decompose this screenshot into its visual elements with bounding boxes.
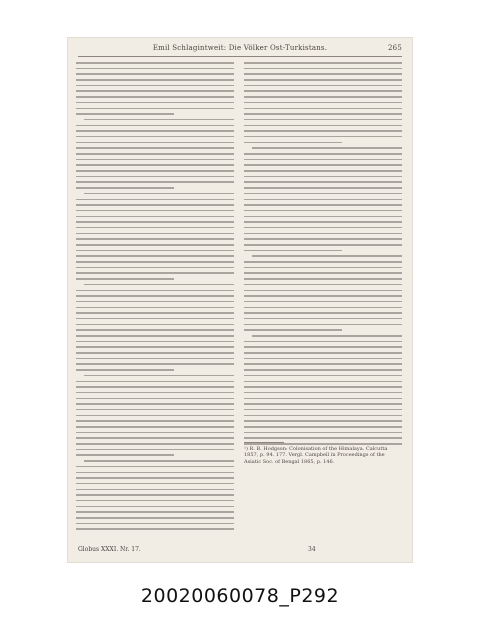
text-line-placeholder xyxy=(244,170,402,172)
text-line-placeholder xyxy=(244,290,402,292)
text-line-placeholder xyxy=(76,278,174,280)
text-line-placeholder xyxy=(76,381,234,383)
text-line-placeholder xyxy=(244,244,402,246)
text-line-placeholder xyxy=(76,130,234,132)
text-line-placeholder xyxy=(76,216,234,218)
text-line-placeholder xyxy=(244,284,402,286)
text-line-placeholder xyxy=(76,204,234,206)
text-line-placeholder xyxy=(252,335,402,337)
text-line-placeholder xyxy=(76,483,234,485)
text-line-placeholder xyxy=(76,329,234,331)
text-line-placeholder xyxy=(76,312,234,314)
text-line-placeholder xyxy=(76,250,234,252)
text-line-placeholder xyxy=(244,318,402,320)
text-line-placeholder xyxy=(244,119,402,121)
text-line-placeholder xyxy=(244,267,402,269)
text-line-placeholder xyxy=(76,489,234,491)
text-line-placeholder xyxy=(76,426,234,428)
text-line-placeholder xyxy=(244,68,402,70)
text-line-placeholder xyxy=(76,79,234,81)
text-line-placeholder xyxy=(244,113,402,115)
text-line-placeholder xyxy=(244,329,342,331)
text-line-placeholder xyxy=(76,176,234,178)
text-line-placeholder xyxy=(76,454,174,456)
text-line-placeholder xyxy=(76,301,234,303)
text-line-placeholder xyxy=(76,153,234,155)
text-line-placeholder xyxy=(244,238,402,240)
text-line-placeholder xyxy=(76,272,234,274)
text-line-placeholder xyxy=(76,295,234,297)
text-line-placeholder xyxy=(244,295,402,297)
text-line-placeholder xyxy=(244,125,402,127)
page-number: 265 xyxy=(388,44,402,52)
text-line-placeholder xyxy=(76,409,234,411)
text-line-placeholder xyxy=(244,381,402,383)
text-line-placeholder xyxy=(76,420,234,422)
text-line-placeholder xyxy=(76,62,234,64)
text-line-placeholder xyxy=(244,159,402,161)
text-line-placeholder xyxy=(76,511,234,513)
text-line-placeholder xyxy=(76,318,234,320)
text-line-placeholder xyxy=(244,386,402,388)
text-line-placeholder xyxy=(76,164,234,166)
text-line-placeholder xyxy=(244,312,402,314)
text-line-placeholder xyxy=(244,437,402,439)
archive-id: 20020060078_P292 xyxy=(140,585,340,607)
text-line-placeholder xyxy=(84,193,234,195)
text-line-placeholder xyxy=(76,187,174,189)
text-line-placeholder xyxy=(244,221,402,223)
text-line-placeholder xyxy=(76,68,234,70)
text-line-placeholder xyxy=(244,153,402,155)
text-line-placeholder xyxy=(76,352,234,354)
text-line-placeholder xyxy=(76,221,234,223)
text-line-placeholder xyxy=(76,472,234,474)
running-title: Emil Schlagintweit: Die Völker Ost-Turkistans. xyxy=(152,44,328,52)
text-line-placeholder xyxy=(76,500,234,502)
text-line-placeholder xyxy=(76,369,174,371)
text-line-placeholder xyxy=(244,398,402,400)
text-line-placeholder xyxy=(76,73,234,75)
text-line-placeholder xyxy=(76,85,234,87)
text-line-placeholder xyxy=(76,290,234,292)
text-line-placeholder xyxy=(244,426,402,428)
text-line-placeholder xyxy=(76,346,234,348)
text-line-placeholder xyxy=(244,187,402,189)
text-line-placeholder xyxy=(244,341,402,343)
text-line-placeholder xyxy=(76,528,234,530)
text-line-placeholder xyxy=(244,346,402,348)
text-line-placeholder xyxy=(244,210,402,212)
text-line-placeholder xyxy=(76,147,234,149)
text-line-placeholder xyxy=(76,341,234,343)
text-line-placeholder xyxy=(244,227,402,229)
text-line-placeholder xyxy=(244,352,402,354)
text-line-placeholder xyxy=(76,466,234,468)
text-line-placeholder xyxy=(76,181,234,183)
text-line-placeholder xyxy=(76,432,234,434)
text-line-placeholder xyxy=(84,119,234,121)
text-line-placeholder xyxy=(76,324,234,326)
signature-line: Globus XXXI. Nr. 17. xyxy=(78,546,141,553)
text-line-placeholder xyxy=(244,130,402,132)
text-line-placeholder xyxy=(244,79,402,81)
text-line-placeholder xyxy=(76,255,234,257)
text-line-placeholder xyxy=(76,261,234,263)
text-line-placeholder xyxy=(244,73,402,75)
text-line-placeholder xyxy=(76,125,234,127)
text-line-placeholder xyxy=(244,193,402,195)
text-line-placeholder xyxy=(76,415,234,417)
document-page xyxy=(68,38,412,562)
text-line-placeholder xyxy=(244,307,402,309)
text-line-placeholder xyxy=(244,301,402,303)
text-line-placeholder xyxy=(244,363,402,365)
text-line-placeholder xyxy=(244,164,402,166)
text-line-placeholder xyxy=(76,233,234,235)
text-line-placeholder xyxy=(76,102,234,104)
text-line-placeholder xyxy=(76,96,234,98)
text-line-placeholder xyxy=(244,250,342,252)
text-line-placeholder xyxy=(76,403,234,405)
header-rule xyxy=(78,56,402,57)
page-header xyxy=(78,44,402,56)
text-line-placeholder xyxy=(252,147,402,149)
text-line-placeholder xyxy=(244,233,402,235)
text-line-placeholder xyxy=(244,278,402,280)
sheet-number: 34 xyxy=(308,546,316,553)
text-line-placeholder xyxy=(76,238,234,240)
text-line-placeholder xyxy=(76,477,234,479)
text-line-placeholder xyxy=(76,443,234,445)
text-column-left xyxy=(76,62,234,540)
text-line-placeholder xyxy=(244,420,402,422)
text-line-placeholder xyxy=(252,255,402,257)
text-line-placeholder xyxy=(76,199,234,201)
text-line-placeholder xyxy=(76,142,234,144)
text-line-placeholder xyxy=(244,409,402,411)
text-line-placeholder xyxy=(244,369,402,371)
text-line-placeholder xyxy=(76,494,234,496)
text-line-placeholder xyxy=(76,363,234,365)
text-line-placeholder xyxy=(76,227,234,229)
text-line-placeholder xyxy=(244,90,402,92)
text-line-placeholder xyxy=(84,284,234,286)
text-line-placeholder xyxy=(76,335,234,337)
text-line-placeholder xyxy=(244,432,402,434)
text-line-placeholder xyxy=(244,199,402,201)
text-line-placeholder xyxy=(244,142,342,144)
text-line-placeholder xyxy=(244,375,402,377)
text-line-placeholder xyxy=(244,108,402,110)
text-line-placeholder xyxy=(244,358,402,360)
text-line-placeholder xyxy=(244,392,402,394)
text-line-placeholder xyxy=(244,96,402,98)
text-line-placeholder xyxy=(76,210,234,212)
footnote: ¹) R. B. Hodgson: Colonisation of the Himalaya. Calcutta 1857, p. 94. 177. Vergl. Campbell in Proceedings of the Asiatic Soc. of Bengal 1865, p. 146. xyxy=(244,446,388,465)
text-line-placeholder xyxy=(76,386,234,388)
text-line-placeholder xyxy=(76,90,234,92)
text-line-placeholder xyxy=(76,136,234,138)
text-line-placeholder xyxy=(76,170,234,172)
text-line-placeholder xyxy=(244,136,402,138)
footnote-rule xyxy=(244,442,284,443)
text-line-placeholder xyxy=(76,523,234,525)
text-line-placeholder xyxy=(76,437,234,439)
text-line-placeholder xyxy=(76,358,234,360)
text-line-placeholder xyxy=(244,324,402,326)
text-line-placeholder xyxy=(244,415,402,417)
text-line-placeholder xyxy=(76,108,234,110)
text-line-placeholder xyxy=(76,113,174,115)
text-line-placeholder xyxy=(244,272,402,274)
text-line-placeholder xyxy=(244,102,402,104)
text-line-placeholder xyxy=(84,375,234,377)
text-column-right xyxy=(244,62,402,456)
text-line-placeholder xyxy=(244,176,402,178)
text-line-placeholder xyxy=(244,62,402,64)
text-line-placeholder xyxy=(76,449,234,451)
text-line-placeholder xyxy=(76,307,234,309)
text-line-placeholder xyxy=(244,443,402,445)
text-line-placeholder xyxy=(244,204,402,206)
text-line-placeholder xyxy=(244,85,402,87)
text-line-placeholder xyxy=(84,460,234,462)
text-line-placeholder xyxy=(76,506,234,508)
text-line-placeholder xyxy=(76,398,234,400)
text-line-placeholder xyxy=(244,403,402,405)
text-line-placeholder xyxy=(244,261,402,263)
text-line-placeholder xyxy=(76,517,234,519)
text-line-placeholder xyxy=(76,392,234,394)
text-line-placeholder xyxy=(76,267,234,269)
text-line-placeholder xyxy=(76,244,234,246)
text-line-placeholder xyxy=(244,181,402,183)
text-line-placeholder xyxy=(76,159,234,161)
text-line-placeholder xyxy=(244,216,402,218)
